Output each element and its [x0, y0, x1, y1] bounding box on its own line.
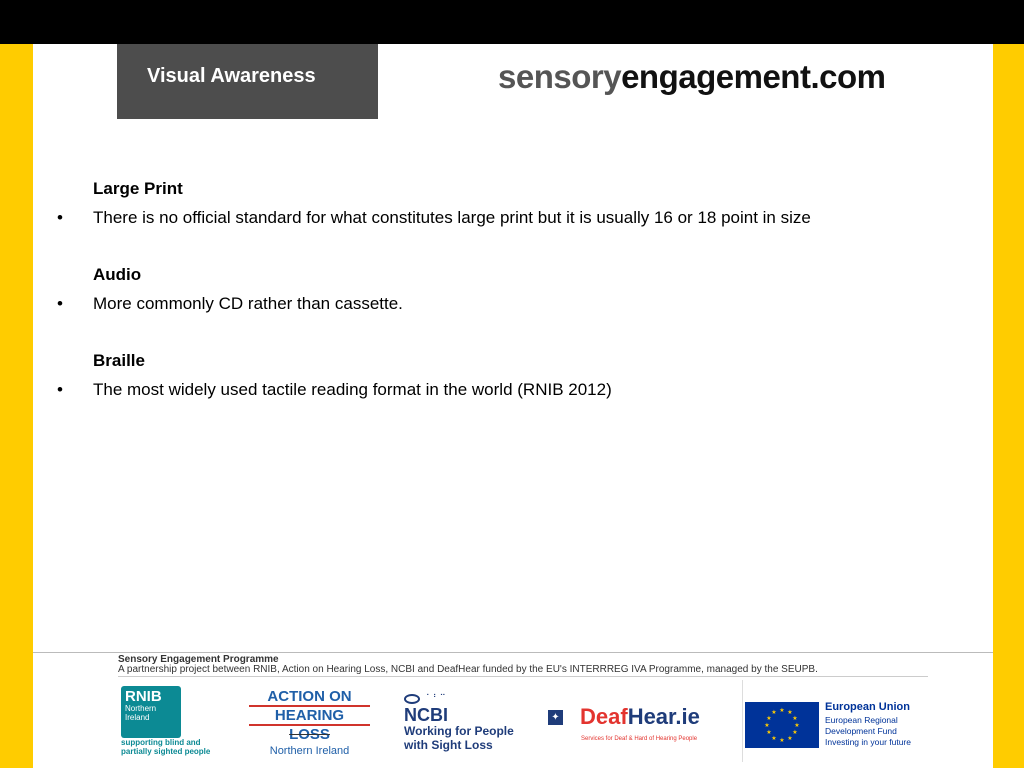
action-on-hearing-loss-logo: [249, 680, 370, 762]
eu-line-3: Investing in your future: [825, 737, 911, 747]
svg-text:★: ★: [771, 735, 777, 742]
rnib-badge: [121, 686, 181, 738]
eu-flag-icon: [745, 702, 819, 748]
brand-part-engagement: engagement.com: [621, 58, 886, 95]
deafhear-name: [580, 704, 700, 730]
deafhear-tagline: Services for Deaf & Hard of Hearing People: [581, 736, 698, 742]
eye-icon: [404, 694, 420, 704]
svg-text:★: ★: [792, 715, 798, 722]
bullet-braille: The most widely used tactile reading format in the world (RNIB 2012): [93, 380, 612, 399]
deafhear-logo: [545, 680, 735, 762]
deafhear-emblem-icon: ✦: [548, 710, 563, 725]
rnib-name: RNIB: [125, 688, 162, 705]
svg-text:★: ★: [792, 729, 798, 736]
svg-text:★: ★: [779, 707, 785, 714]
svg-text:★: ★: [766, 729, 772, 736]
bullet-marker: •: [57, 208, 63, 227]
eu-stars-icon: [745, 702, 819, 748]
bullet-large-print: There is no official standard for what constitutes large print but it is usually 16 or 18 point in size: [93, 208, 811, 227]
bullet-audio: More commonly CD rather than cassette.: [93, 294, 403, 313]
eu-line-2: Development Fund: [825, 726, 897, 736]
ncbi-logo: [390, 680, 540, 762]
deafhear-part-2: Hear.ie: [627, 704, 700, 729]
ncbi-tagline: [404, 724, 514, 752]
rnib-tagline: supporting blind and partially sighted people: [121, 738, 211, 756]
ncbi-tagline-2: with Sight Loss: [404, 738, 493, 752]
svg-text:★: ★: [771, 709, 777, 716]
deafhear-part-1: Deaf: [580, 704, 628, 729]
brand-logo: [498, 58, 885, 96]
footer-subtitle: A partnership project between RNIB, Action on Hearing Loss, NCBI and DeafHear funded by the EU's INTERRREG IVA Programme, managed by the SEUPB.: [118, 664, 818, 675]
brand-part-sensory: sensory: [498, 58, 622, 95]
heading-audio: Audio: [93, 265, 142, 284]
bullet-marker: •: [57, 380, 63, 399]
eu-logo: [742, 680, 928, 762]
footer-divider: [33, 652, 993, 653]
braille-dots-icon: ⠁⠃⠉: [426, 693, 447, 702]
section-label: Visual Awareness: [147, 65, 316, 87]
footer-title: Sensory Engagement Programme: [118, 654, 279, 665]
bullet-marker: •: [57, 294, 63, 313]
aohl-line-1: ACTION ON: [249, 688, 370, 707]
top-black-bar: [0, 0, 1024, 44]
aohl-line-3: LOSS: [289, 726, 330, 743]
svg-text:★: ★: [766, 715, 772, 722]
svg-text:★: ★: [787, 709, 793, 716]
eu-title: European Union: [825, 701, 910, 713]
aohl-region: Northern Ireland: [269, 745, 350, 757]
section-label-box: [117, 44, 378, 119]
heading-braille: Braille: [93, 351, 145, 370]
heading-large-print: Large Print: [93, 179, 183, 198]
left-yellow-border: [0, 44, 33, 768]
svg-text:★: ★: [779, 737, 785, 744]
svg-text:★: ★: [764, 722, 770, 729]
svg-text:★: ★: [787, 735, 793, 742]
rnib-region-2: Ireland: [125, 713, 150, 722]
eu-details: [825, 715, 911, 748]
eu-line-1: European Regional: [825, 715, 898, 725]
ncbi-name: NCBI: [404, 705, 448, 725]
right-yellow-border: [993, 44, 1024, 768]
ncbi-tagline-1: Working for People: [404, 724, 514, 738]
svg-text:★: ★: [794, 722, 800, 729]
rnib-region-1: Northern: [125, 704, 157, 713]
rnib-logo: [117, 680, 232, 762]
aohl-line-2: HEARING: [249, 707, 370, 726]
footer-rule: [118, 676, 928, 677]
